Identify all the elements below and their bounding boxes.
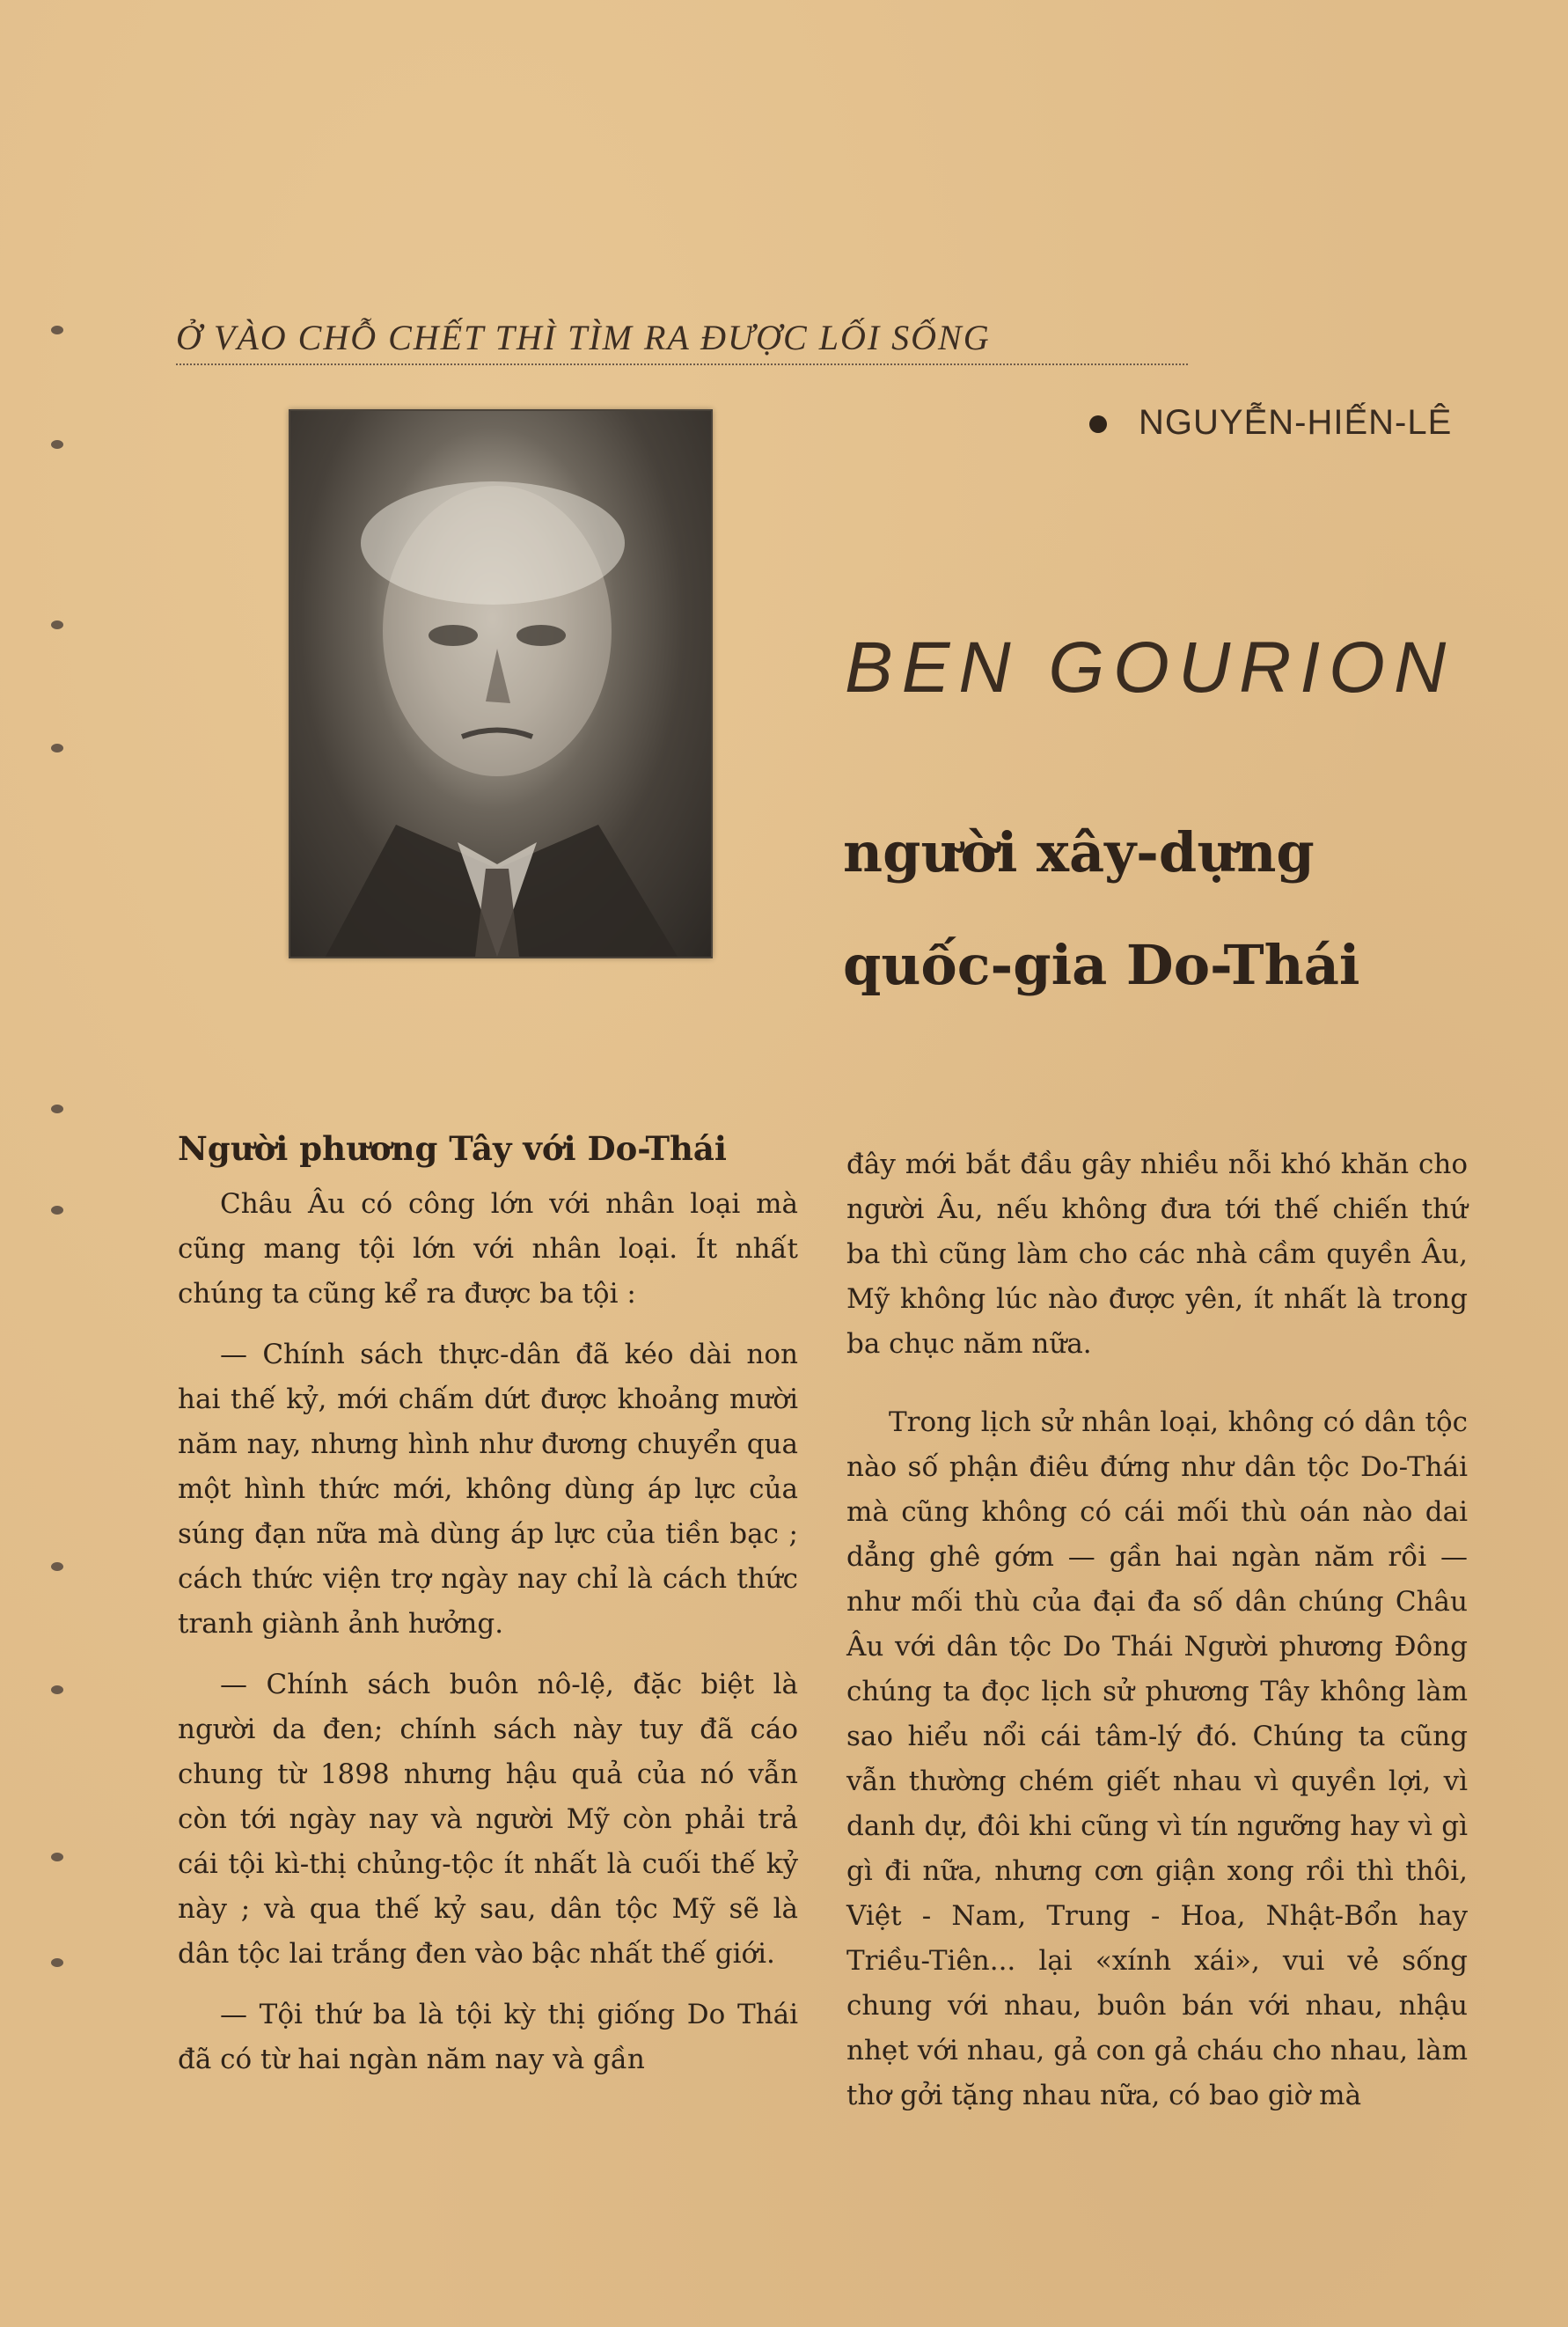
paragraph: đây mới bắt đầu gây nhiều nỗi khó khăn cho người Âu, nếu không đưa tới thế chiến thứ ba thì cũng làm cho các nhà cầm quyền Âu, Mỹ không lúc nào được yên, ít nhất là trong ba chục năm nữa. [846, 1149, 1468, 1360]
paragraph: — Chính sách buôn nô-lệ, đặc biệt là người da đen; chính sách này tuy đã cáo chung từ 1898 nhưng hậu quả của nó vẫn còn tới ngày nay và người Mỹ còn phải trả cái tội kì-thị chủng-tộc ít nhất là cuối thế kỷ này ; và qua thế kỷ sau, dân tộc Mỹ sẽ là dân tộc lai trắng đen vào bậc nhất thế giới. [178, 1669, 798, 1970]
bullet-icon [1089, 415, 1107, 433]
right-column [846, 1142, 1468, 2134]
binding-hole [51, 1562, 63, 1571]
title-subtitle [843, 796, 1476, 1022]
binding-hole [51, 1206, 63, 1215]
paragraph: — Chính sách thực-dân đã kéo dài non hai thế kỷ, mới chấm dứt được khoảng mười năm nay, nhưng hình như đương chuyển qua một hình thức mới, không dùng áp lực của súng đạn nữa mà dùng áp lực của tiền bạc ; cách thức viện trợ ngày nay chỉ là cách thức tranh giành ảnh hưởng. [178, 1339, 798, 1640]
paragraph: Trong lịch sử nhân loại, không có dân tộc nào số phận điêu đứng như dân tộc Do-Thái mà cũng không có cái mối thù oán nào dai dẳng ghê gớm — gần hai ngàn năm rồi — như mối thù của đại đa số dân chúng Châu Âu với dân tộc Do Thái Người phương Đông chúng ta đọc lịch sử phương Tây không làm sao hiểu nổi cái tâm-lý đó. Chúng ta cũng vẫn thường chém giết nhau vì quyền lợi, vì danh dự, đôi khi cũng vì tín ngưỡng hay vì gì gì đi nữa, nhưng cơn giận xong rồi thì thôi, Việt - Nam, Trung - Hoa, Nhật-Bổn hay Triều-Tiên... lại «xính xái», vui vẻ sống chung với nhau, buôn bán với nhau, nhậu nhẹt với nhau, gả con gả cháu cho nhau, làm thơ gởi tặng nhau nữa, có bao giờ mà [846, 1406, 1468, 2111]
binding-hole [51, 1685, 63, 1694]
section-heading: Người phương Tây với Do-Thái [178, 1129, 727, 1168]
subtitle-line: người xây-dựng [843, 820, 1315, 885]
binding-hole [51, 326, 63, 334]
binding-hole [51, 440, 63, 449]
left-column [178, 1127, 798, 2098]
binding-hole [51, 744, 63, 752]
author-name: NGUYỄN-HIẾN-LÊ [1139, 403, 1453, 442]
paragraph: Châu Âu có công lớn với nhân loại mà cũng mang tội lớn với nhân loại. Ít nhất chúng ta cũng kể ra được ba tội : [178, 1188, 798, 1310]
series-title: Ở VÀO CHỖ CHẾT THÌ TÌM RA ĐƯỢC LỐI SỐNG [176, 317, 1188, 365]
author-byline [1089, 403, 1476, 443]
subtitle-line: quốc-gia Do-Thái [843, 933, 1360, 997]
title-name: BEN GOURION [845, 628, 1455, 708]
binding-hole [51, 1958, 63, 1967]
binding-hole [51, 1853, 63, 1861]
binding-hole [51, 620, 63, 629]
portrait-sketch [290, 411, 711, 957]
portrait-photo [289, 409, 713, 958]
binding-hole [51, 1105, 63, 1113]
paragraph: — Tội thứ ba là tội kỳ thị giống Do Thái đã có từ hai ngàn năm nay và gần [178, 1999, 798, 2075]
